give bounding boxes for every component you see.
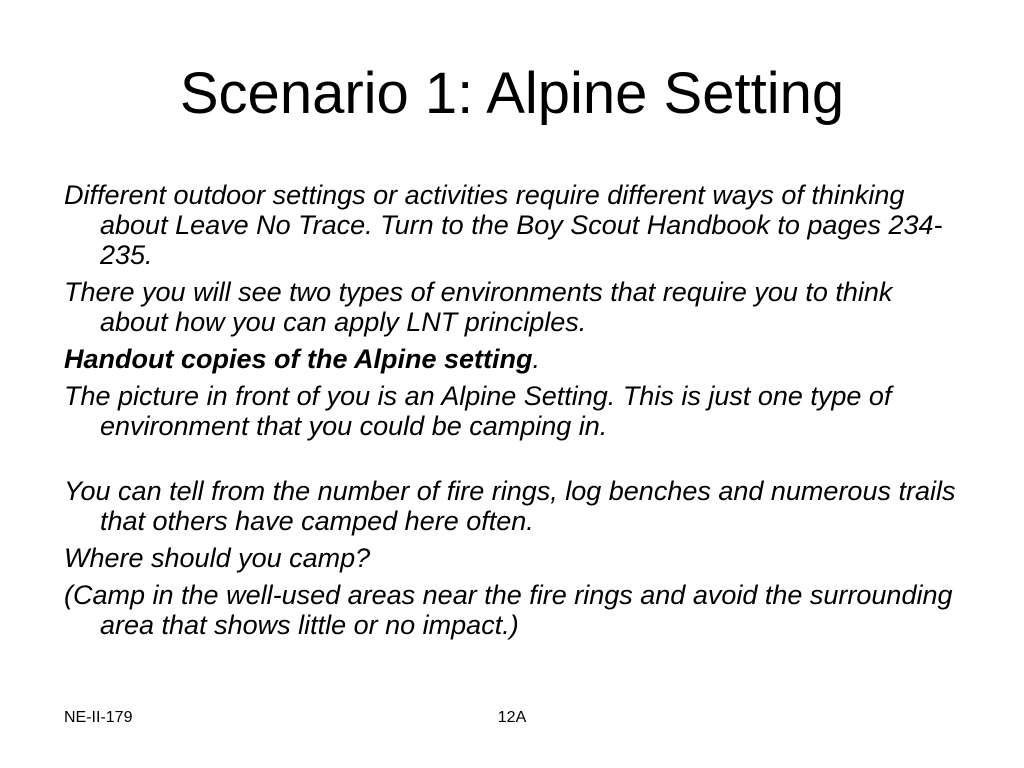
slide-body	[64, 180, 964, 647]
paragraph-intro: Different outdoor settings or activities require different ways of thinking about Leave No Trace. Turn to the Boy Scout Handbook to pages 234-235.	[64, 180, 943, 270]
paragraph-handout	[64, 344, 964, 374]
paragraph-question: Where should you camp?	[64, 543, 371, 573]
paragraph-evidence: You can tell from the number of fire rings, log benches and numerous trails that others have camped here often.	[64, 476, 956, 536]
paragraph-picture: The picture in front of you is an Alpine Setting. This is just one type of environment that you could be camping in.	[64, 381, 892, 441]
slide-number: 12A	[497, 709, 527, 726]
handout-instruction: Handout copies of the Alpine setting	[64, 344, 533, 374]
handout-period: .	[532, 344, 541, 374]
paragraph-environments: There you will see two types of environments that require you to think about how you can apply LNT principles.	[64, 277, 893, 337]
paragraph-answer: (Camp in the well-used areas near the fire rings and avoid the surrounding area that shows little or no impact.)	[64, 580, 953, 640]
footer-code: NE-II-179	[64, 709, 133, 726]
slide-title: Scenario 1: Alpine Setting	[179, 61, 845, 126]
